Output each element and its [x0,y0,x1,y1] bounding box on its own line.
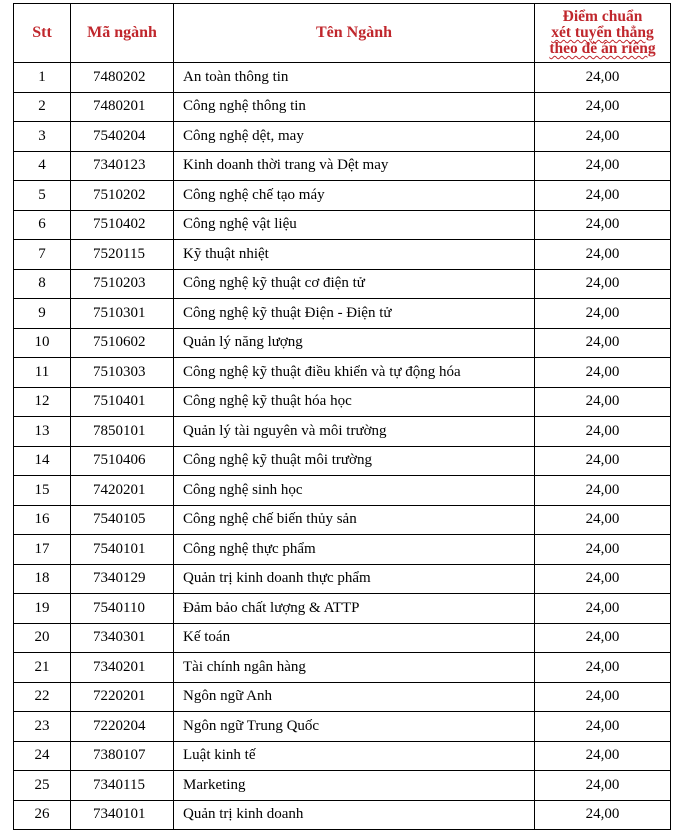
cell-diem-chuan: 24,00 [535,476,671,506]
cell-ma-nganh: 7340301 [71,623,174,653]
header-ma-nganh: Mã ngành [71,4,174,63]
cell-ma-nganh: 7220204 [71,712,174,742]
cell-ma-nganh: 7510602 [71,328,174,358]
cell-stt: 7 [14,240,71,270]
cell-ten-nganh: Công nghệ kỹ thuật điều khiển và tự động hóa [174,358,535,388]
cell-ten-nganh: Quản lý tài nguyên và môi trường [174,417,535,447]
cell-diem-chuan: 24,00 [535,417,671,447]
cell-ten-nganh: Ngôn ngữ Trung Quốc [174,712,535,742]
cell-diem-chuan: 24,00 [535,181,671,211]
admission-score-table [13,3,671,830]
cell-ma-nganh: 7850101 [71,417,174,447]
cell-stt: 24 [14,741,71,771]
cell-ten-nganh: Công nghệ kỹ thuật môi trường [174,446,535,476]
table-row [14,210,671,240]
cell-ma-nganh: 7520115 [71,240,174,270]
cell-diem-chuan: 24,00 [535,505,671,535]
table-row [14,682,671,712]
cell-diem-chuan: 24,00 [535,240,671,270]
cell-diem-chuan: 24,00 [535,446,671,476]
cell-stt: 17 [14,535,71,565]
cell-ten-nganh: Công nghệ dệt, may [174,122,535,152]
cell-ma-nganh: 7540101 [71,535,174,565]
cell-stt: 16 [14,505,71,535]
admission-score-table-container [13,3,671,830]
cell-diem-chuan: 24,00 [535,800,671,830]
table-row [14,653,671,683]
table-row [14,92,671,122]
table-row [14,328,671,358]
cell-diem-chuan: 24,00 [535,564,671,594]
cell-ma-nganh: 7510406 [71,446,174,476]
header-row [14,4,671,63]
table-row [14,535,671,565]
table-row [14,151,671,181]
table-row [14,358,671,388]
table-row [14,387,671,417]
cell-stt: 20 [14,623,71,653]
cell-ten-nganh: Công nghệ sinh học [174,476,535,506]
cell-ten-nganh: Công nghệ thực phẩm [174,535,535,565]
cell-stt: 4 [14,151,71,181]
cell-ma-nganh: 7510303 [71,358,174,388]
cell-ten-nganh: Quản trị kinh doanh [174,800,535,830]
cell-diem-chuan: 24,00 [535,328,671,358]
cell-stt: 2 [14,92,71,122]
table-row [14,741,671,771]
cell-ma-nganh: 7220201 [71,682,174,712]
table-row [14,800,671,830]
cell-ma-nganh: 7480201 [71,92,174,122]
cell-ma-nganh: 7380107 [71,741,174,771]
cell-ten-nganh: Công nghệ thông tin [174,92,535,122]
table-row [14,446,671,476]
table-row [14,623,671,653]
cell-ten-nganh: Công nghệ kỹ thuật hóa học [174,387,535,417]
cell-ma-nganh: 7510203 [71,269,174,299]
table-row [14,269,671,299]
cell-stt: 11 [14,358,71,388]
cell-ten-nganh: Công nghệ kỹ thuật Điện - Điện tử [174,299,535,329]
cell-stt: 5 [14,181,71,211]
cell-diem-chuan: 24,00 [535,623,671,653]
table-row [14,299,671,329]
cell-diem-chuan: 24,00 [535,358,671,388]
header-diem-chuan [535,4,671,63]
cell-ma-nganh: 7340101 [71,800,174,830]
cell-diem-chuan: 24,00 [535,387,671,417]
cell-stt: 3 [14,122,71,152]
cell-ma-nganh: 7510401 [71,387,174,417]
cell-ten-nganh: Quản trị kinh doanh thực phẩm [174,564,535,594]
cell-stt: 1 [14,63,71,93]
cell-diem-chuan: 24,00 [535,63,671,93]
cell-ma-nganh: 7340123 [71,151,174,181]
header-diem-line1: Điểm chuẩn [562,8,643,25]
cell-ma-nganh: 7510402 [71,210,174,240]
cell-ma-nganh: 7540204 [71,122,174,152]
cell-stt: 14 [14,446,71,476]
cell-diem-chuan: 24,00 [535,712,671,742]
cell-ma-nganh: 7540110 [71,594,174,624]
table-row [14,476,671,506]
cell-stt: 15 [14,476,71,506]
cell-stt: 13 [14,417,71,447]
table-body [14,63,671,830]
cell-stt: 26 [14,800,71,830]
table-row [14,417,671,447]
cell-diem-chuan: 24,00 [535,682,671,712]
cell-ma-nganh: 7420201 [71,476,174,506]
table-row [14,771,671,801]
cell-ma-nganh: 7510202 [71,181,174,211]
table-row [14,240,671,270]
table-row [14,505,671,535]
cell-diem-chuan: 24,00 [535,210,671,240]
cell-stt: 23 [14,712,71,742]
cell-diem-chuan: 24,00 [535,151,671,181]
cell-ten-nganh: Công nghệ chế tạo máy [174,181,535,211]
cell-diem-chuan: 24,00 [535,269,671,299]
cell-ten-nganh: Quản lý năng lượng [174,328,535,358]
cell-ma-nganh: 7340115 [71,771,174,801]
table-row [14,181,671,211]
cell-diem-chuan: 24,00 [535,299,671,329]
cell-ma-nganh: 7540105 [71,505,174,535]
cell-ten-nganh: Kinh doanh thời trang và Dệt may [174,151,535,181]
cell-stt: 22 [14,682,71,712]
cell-diem-chuan: 24,00 [535,535,671,565]
cell-diem-chuan: 24,00 [535,741,671,771]
cell-ten-nganh: Tài chính ngân hàng [174,653,535,683]
table-row [14,63,671,93]
cell-ten-nganh: An toàn thông tin [174,63,535,93]
cell-ten-nganh: Công nghệ vật liệu [174,210,535,240]
cell-stt: 18 [14,564,71,594]
cell-ten-nganh: Đảm bảo chất lượng & ATTP [174,594,535,624]
cell-stt: 21 [14,653,71,683]
cell-diem-chuan: 24,00 [535,771,671,801]
cell-ten-nganh: Luật kinh tế [174,741,535,771]
cell-diem-chuan: 24,00 [535,594,671,624]
cell-diem-chuan: 24,00 [535,122,671,152]
cell-stt: 12 [14,387,71,417]
table-row [14,712,671,742]
cell-stt: 19 [14,594,71,624]
cell-diem-chuan: 24,00 [535,92,671,122]
header-diem-line2: xét tuyển thẳng [551,24,654,41]
cell-ten-nganh: Công nghệ kỹ thuật cơ điện tử [174,269,535,299]
cell-ten-nganh: Kế toán [174,623,535,653]
cell-diem-chuan: 24,00 [535,653,671,683]
cell-stt: 6 [14,210,71,240]
table-row [14,594,671,624]
cell-ma-nganh: 7340201 [71,653,174,683]
header-diem-line3: theo đề án riêng [549,40,656,57]
table-row [14,122,671,152]
table-header [14,4,671,63]
cell-ten-nganh: Ngôn ngữ Anh [174,682,535,712]
header-ten-nganh: Tên Ngành [174,4,535,63]
cell-stt: 9 [14,299,71,329]
cell-ten-nganh: Công nghệ chế biến thủy sản [174,505,535,535]
cell-ma-nganh: 7340129 [71,564,174,594]
cell-stt: 25 [14,771,71,801]
cell-ma-nganh: 7510301 [71,299,174,329]
cell-ten-nganh: Marketing [174,771,535,801]
cell-ten-nganh: Kỹ thuật nhiệt [174,240,535,270]
cell-ma-nganh: 7480202 [71,63,174,93]
table-row [14,564,671,594]
cell-stt: 10 [14,328,71,358]
cell-stt: 8 [14,269,71,299]
header-stt: Stt [14,4,71,63]
